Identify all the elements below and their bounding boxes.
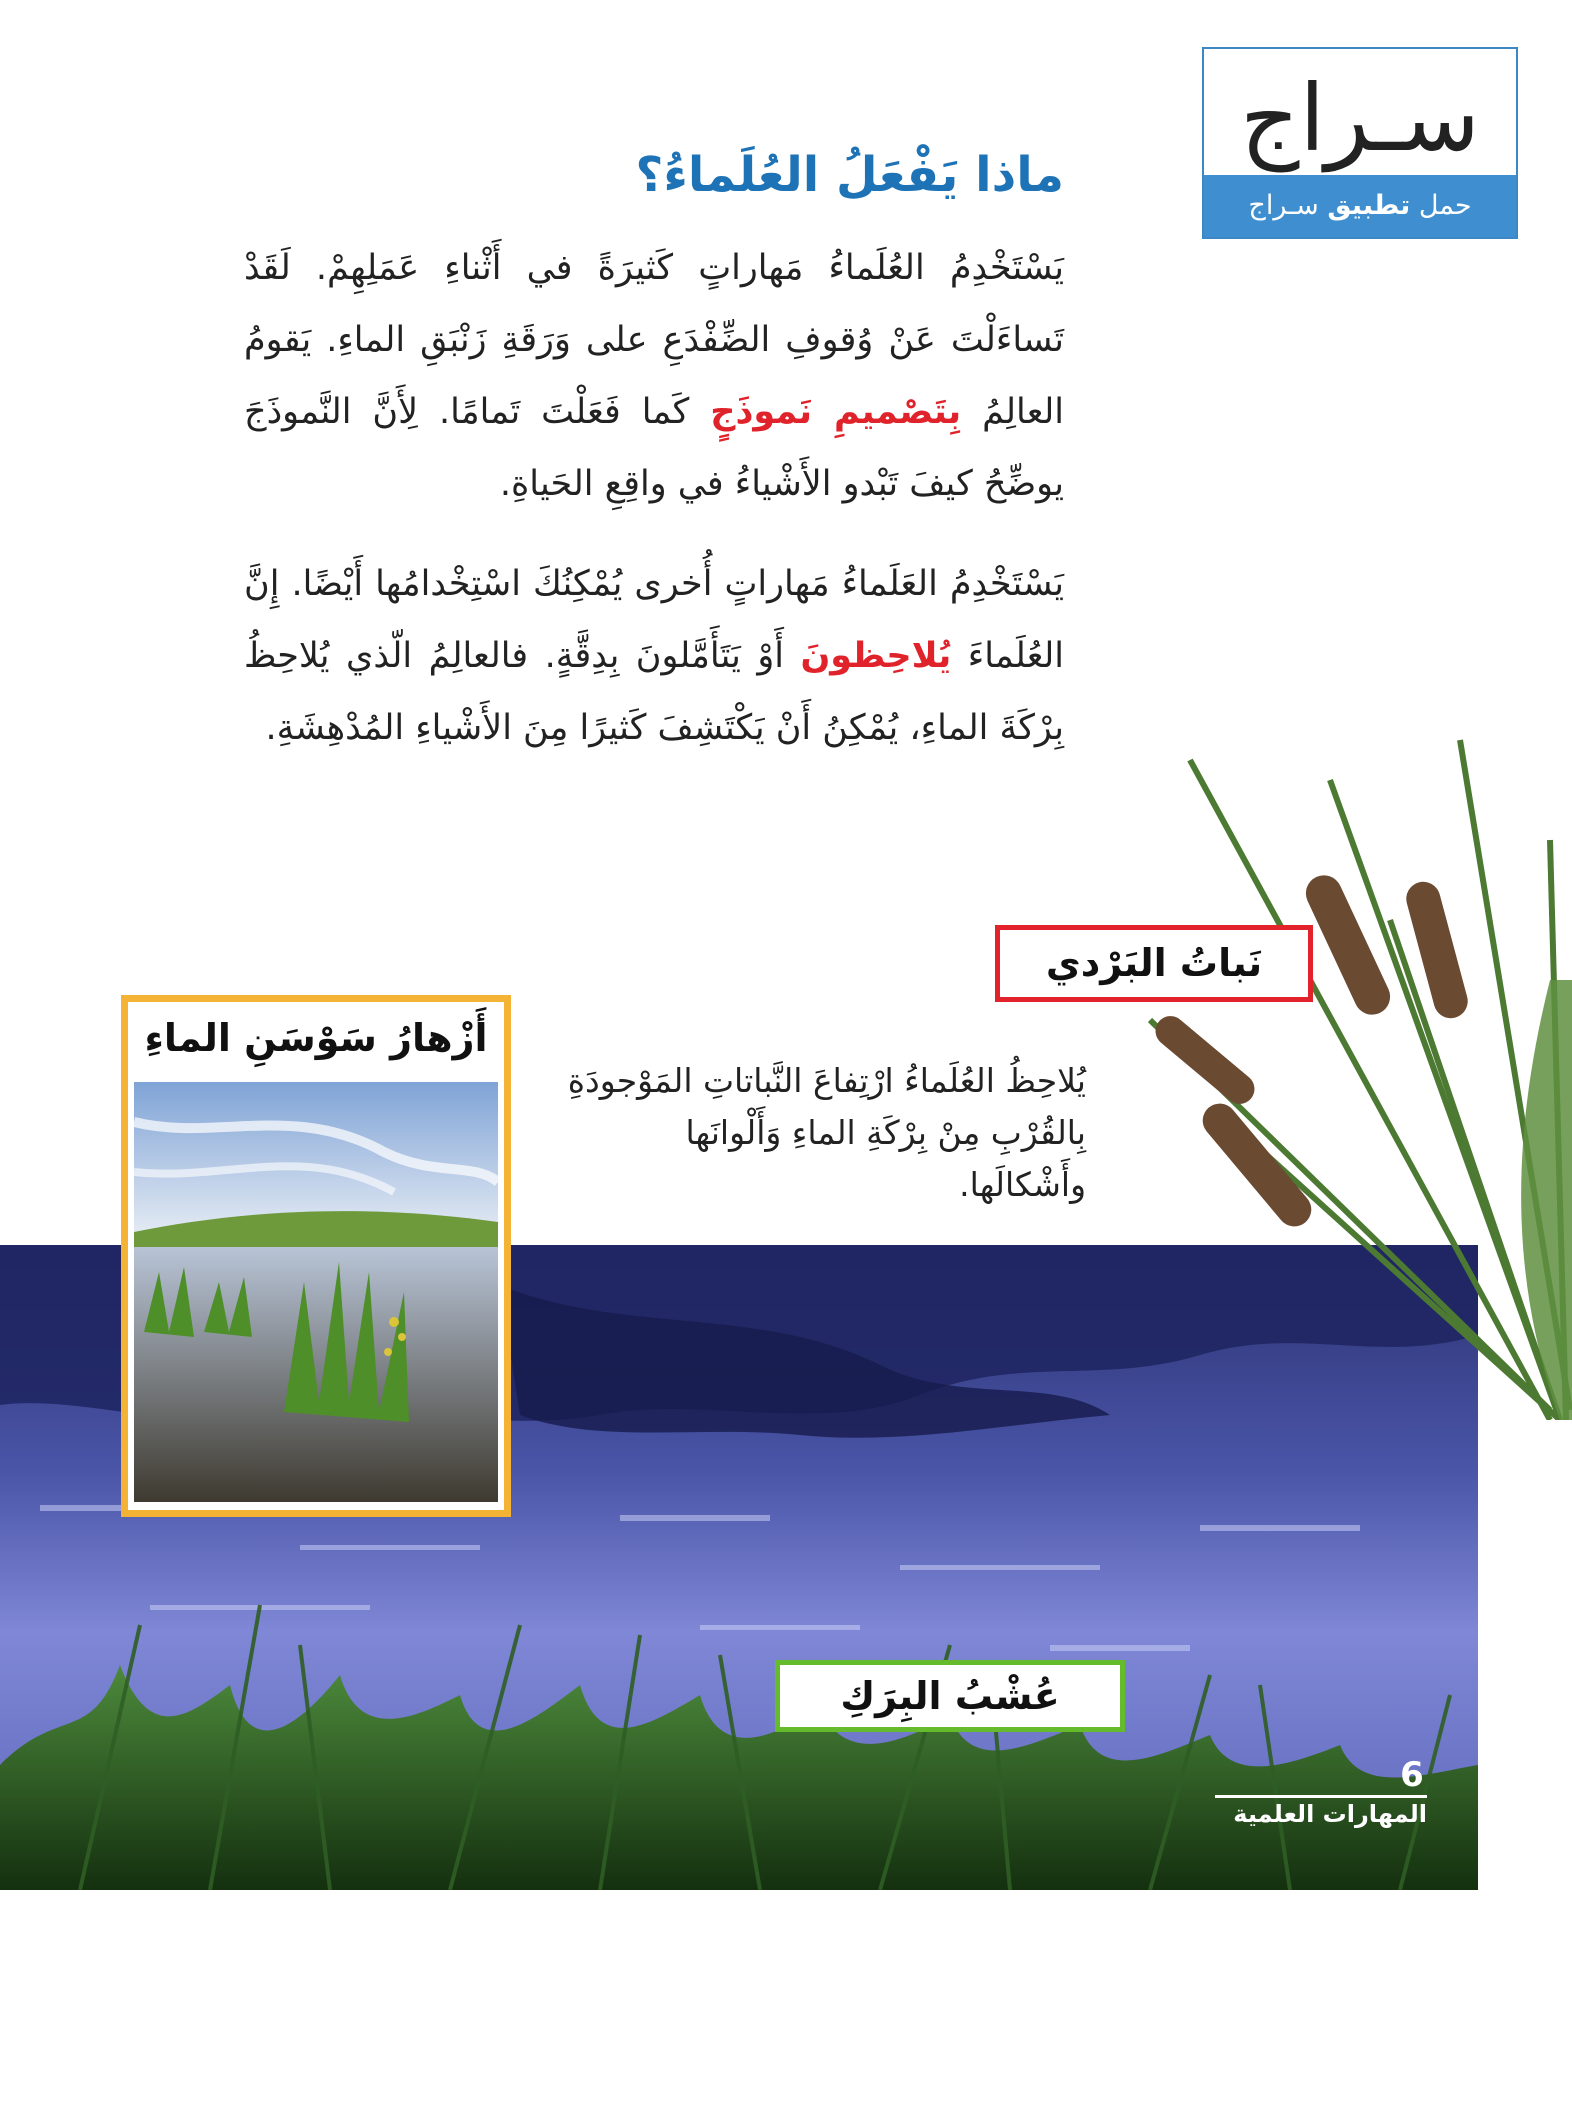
logo-band-bold: تطبيق — [1327, 190, 1411, 221]
paragraph-modeling — [244, 232, 1064, 520]
paragraph-observing — [244, 548, 1064, 764]
label-water-lily: أَزْهارُ سَوْسَنِ الماءِ — [128, 1002, 504, 1074]
siraj-logo — [1202, 47, 1518, 239]
label-pond-grass: عُشْبُ البِرَكِ — [775, 1660, 1125, 1732]
cattail-plant-image — [1130, 720, 1572, 1420]
p1-highlight: بِتَصْميمِ نَموذَجٍ — [710, 392, 962, 432]
p2-highlight: يُلاحِظونَ — [800, 636, 952, 676]
footer-section-title: المهارات العلمية — [1215, 1795, 1427, 1828]
p1-text-after: كَما فَعَلْتَ تَمامًا. لِأَنَّ النَّموذَجَ يوضِّحُ كيفَ تَبْدو الأَشْياءُ في واقِعِ الحَياةِ. — [244, 392, 1064, 504]
p2-text-before: يَسْتَخْدِمُ العَلَماءُ مَهاراتٍ أُخرى يُمْكِنُكَ اسْتِخْدامُها أَيْضًا. إِنَّ العُلَماءَ — [244, 564, 1064, 676]
logo-band-end: سـراج — [1248, 190, 1319, 221]
observation-caption: يُلاحِظُ العُلَماءُ ارْتِفاعَ النَّباتاتِ المَوْجودَةِ بِالقُرْبِ مِنْ بِرْكَةِ الماءِ وَأَلْوانَها وأَشْكالَها. — [567, 1061, 1086, 1204]
page-heading: ماذا يَفْعَلُ العُلَماءُ؟ — [635, 147, 1064, 203]
p2-text-after: أَوْ يَتَأَمَّلونَ بِدِقَّةٍ. فالعالِمُ الّذي يُلاحِظُ بِرْكَةَ الماءِ، يُمْكِنُ أَنْ يَكْتَشِفَ كَثيرًا مِنَ الأَشْياءِ المُدْهِشَةِ. — [244, 636, 1064, 748]
logo-word: سـراج — [1240, 65, 1480, 172]
label-bardi-plant: نَباتُ البَرْدي — [995, 925, 1313, 1002]
logo-band — [1204, 175, 1516, 237]
photo-credit — [4, 1390, 24, 1870]
page-number: 6 — [1400, 1755, 1424, 1795]
p1-text-before: يَسْتَخْدِمُ العُلَماءُ مَهاراتٍ كَثيرَةً في أَثْناءِ عَمَلِهِمْ. لَقَدْ تَساءَلْتَ عَنْ وُقوفِ الضِّفْدَعِ على وَرَقَةِ زَنْبَقِ الماءِ. يَقومُ العالِمُ — [244, 248, 1064, 432]
water-lily-photo — [134, 1082, 498, 1502]
logo-band-light: حمل — [1418, 190, 1472, 221]
water-lily-card — [121, 995, 511, 1517]
